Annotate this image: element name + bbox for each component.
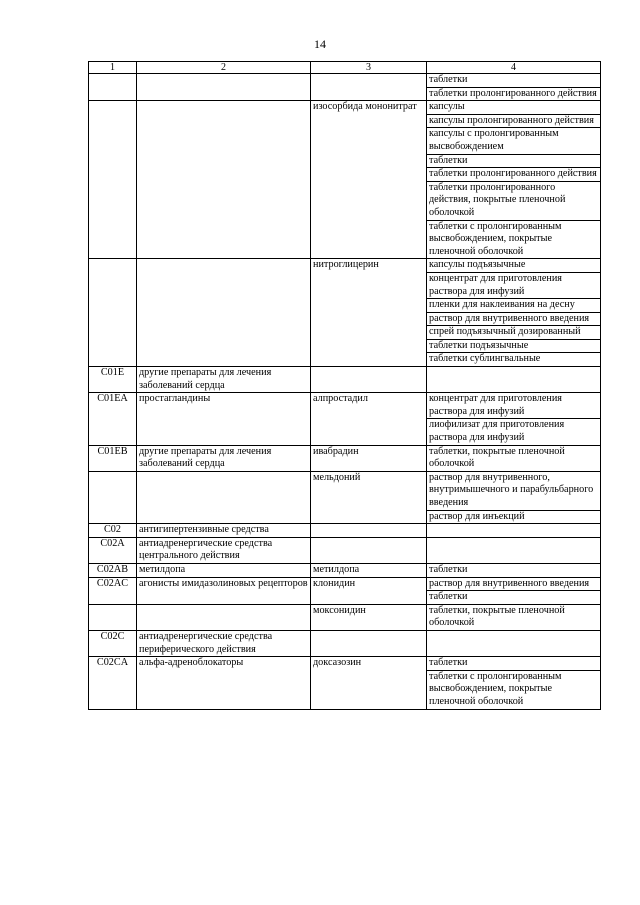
header-col-3: 3 <box>311 62 427 74</box>
table-row <box>89 471 601 510</box>
table-row <box>89 74 601 88</box>
atc-code-cell <box>89 259 137 367</box>
substance-cell <box>311 524 427 538</box>
group-name-cell <box>137 471 311 523</box>
header-col-1: 1 <box>89 62 137 74</box>
group-name-cell: другие препараты для лечения заболеваний сердца <box>137 445 311 471</box>
dosage-form-cell: капсулы с пролонгированным высвобождением <box>427 128 601 154</box>
dosage-form-cell <box>427 630 601 656</box>
group-name-cell <box>137 74 311 101</box>
group-name-cell: антиадренергические средства центрального действия <box>137 537 311 563</box>
dosage-form-cell: таблетки <box>427 657 601 671</box>
dosage-form-cell: лиофилизат для приготовления раствора для инфузий <box>427 419 601 445</box>
substance-cell: мельдоний <box>311 471 427 523</box>
atc-code-cell: C02AC <box>89 577 137 604</box>
group-name-cell: агонисты имидазолиновых рецепторов <box>137 577 311 604</box>
table-row <box>89 524 601 538</box>
dosage-form-cell: таблетки <box>427 591 601 605</box>
substance-cell: доксазозин <box>311 657 427 709</box>
group-name-cell: антигипертензивные средства <box>137 524 311 538</box>
dosage-form-cell: таблетки, покрытые пленочной оболочкой <box>427 445 601 471</box>
dosage-form-cell: концентрат для приготовления раствора для инфузий <box>427 272 601 298</box>
atc-code-cell <box>89 471 137 523</box>
dosage-form-cell: таблетки, покрытые пленочной оболочкой <box>427 604 601 630</box>
dosage-form-cell: раствор для внутривенного, внутримышечного и парабульбарного введения <box>427 471 601 510</box>
group-name-cell: метилдопа <box>137 563 311 577</box>
dosage-form-cell <box>427 537 601 563</box>
atc-code-cell: C02 <box>89 524 137 538</box>
atc-code-cell: C02AB <box>89 563 137 577</box>
atc-code-cell <box>89 101 137 259</box>
substance-cell: изосорбида мононитрат <box>311 101 427 259</box>
table-row <box>89 259 601 273</box>
dosage-form-cell: таблетки <box>427 563 601 577</box>
substance-cell <box>311 74 427 101</box>
substance-cell: ивабрадин <box>311 445 427 471</box>
dosage-form-cell: пленки для наклеивания на десну <box>427 299 601 313</box>
group-name-cell <box>137 101 311 259</box>
substance-cell: моксонидин <box>311 604 427 630</box>
table-row <box>89 577 601 591</box>
substance-cell <box>311 537 427 563</box>
table-row <box>89 101 601 115</box>
table-row <box>89 657 601 671</box>
medicines-table <box>88 61 601 710</box>
group-name-cell <box>137 259 311 367</box>
substance-cell <box>311 367 427 393</box>
dosage-form-cell: раствор для внутривенного введения <box>427 312 601 326</box>
group-name-cell: антиадренергические средства периферического действия <box>137 630 311 656</box>
header-row <box>89 62 601 74</box>
dosage-form-cell: таблетки <box>427 74 601 88</box>
substance-cell <box>311 630 427 656</box>
atc-code-cell: C01EA <box>89 393 137 445</box>
dosage-form-cell: таблетки сублингвальные <box>427 353 601 367</box>
dosage-form-cell: капсулы <box>427 101 601 115</box>
dosage-form-cell: таблетки подъязычные <box>427 339 601 353</box>
dosage-form-cell: таблетки пролонгированного действия, покрытые пленочной оболочкой <box>427 181 601 220</box>
atc-code-cell: C02C <box>89 630 137 656</box>
dosage-form-cell: раствор для внутривенного введения <box>427 577 601 591</box>
atc-code-cell: C02A <box>89 537 137 563</box>
table-row <box>89 445 601 471</box>
dosage-form-cell: таблетки пролонгированного действия <box>427 87 601 101</box>
substance-cell: алпростадил <box>311 393 427 445</box>
dosage-form-cell: концентрат для приготовления раствора для инфузий <box>427 393 601 419</box>
atc-code-cell: C01EB <box>89 445 137 471</box>
dosage-form-cell: таблетки с пролонгированным высвобождением, покрытые пленочной оболочкой <box>427 670 601 709</box>
dosage-form-cell: таблетки пролонгированного действия <box>427 168 601 182</box>
header-col-4: 4 <box>427 62 601 74</box>
atc-code-cell <box>89 604 137 630</box>
header-col-2: 2 <box>137 62 311 74</box>
table-row <box>89 367 601 393</box>
group-name-cell: альфа-адреноблокаторы <box>137 657 311 709</box>
dosage-form-cell: таблетки <box>427 154 601 168</box>
dosage-form-cell: капсулы пролонгированного действия <box>427 114 601 128</box>
dosage-form-cell: капсулы подъязычные <box>427 259 601 273</box>
dosage-form-cell <box>427 367 601 393</box>
substance-cell: нитроглицерин <box>311 259 427 367</box>
group-name-cell <box>137 604 311 630</box>
substance-cell: клонидин <box>311 577 427 604</box>
page-number: 14 <box>314 37 326 51</box>
table-row <box>89 630 601 656</box>
atc-code-cell: C01E <box>89 367 137 393</box>
dosage-form-cell: спрей подъязычный дозированный <box>427 326 601 340</box>
group-name-cell: простагландины <box>137 393 311 445</box>
group-name-cell: другие препараты для лечения заболеваний сердца <box>137 367 311 393</box>
atc-code-cell <box>89 74 137 101</box>
table-row <box>89 393 601 419</box>
table-row <box>89 537 601 563</box>
dosage-form-cell: раствор для инъекций <box>427 510 601 524</box>
atc-code-cell: C02CA <box>89 657 137 709</box>
table-row <box>89 604 601 630</box>
dosage-form-cell: таблетки с пролонгированным высвобождением, покрытые пленочной оболочкой <box>427 220 601 259</box>
substance-cell: метилдопа <box>311 563 427 577</box>
dosage-form-cell <box>427 524 601 538</box>
table-row <box>89 563 601 577</box>
